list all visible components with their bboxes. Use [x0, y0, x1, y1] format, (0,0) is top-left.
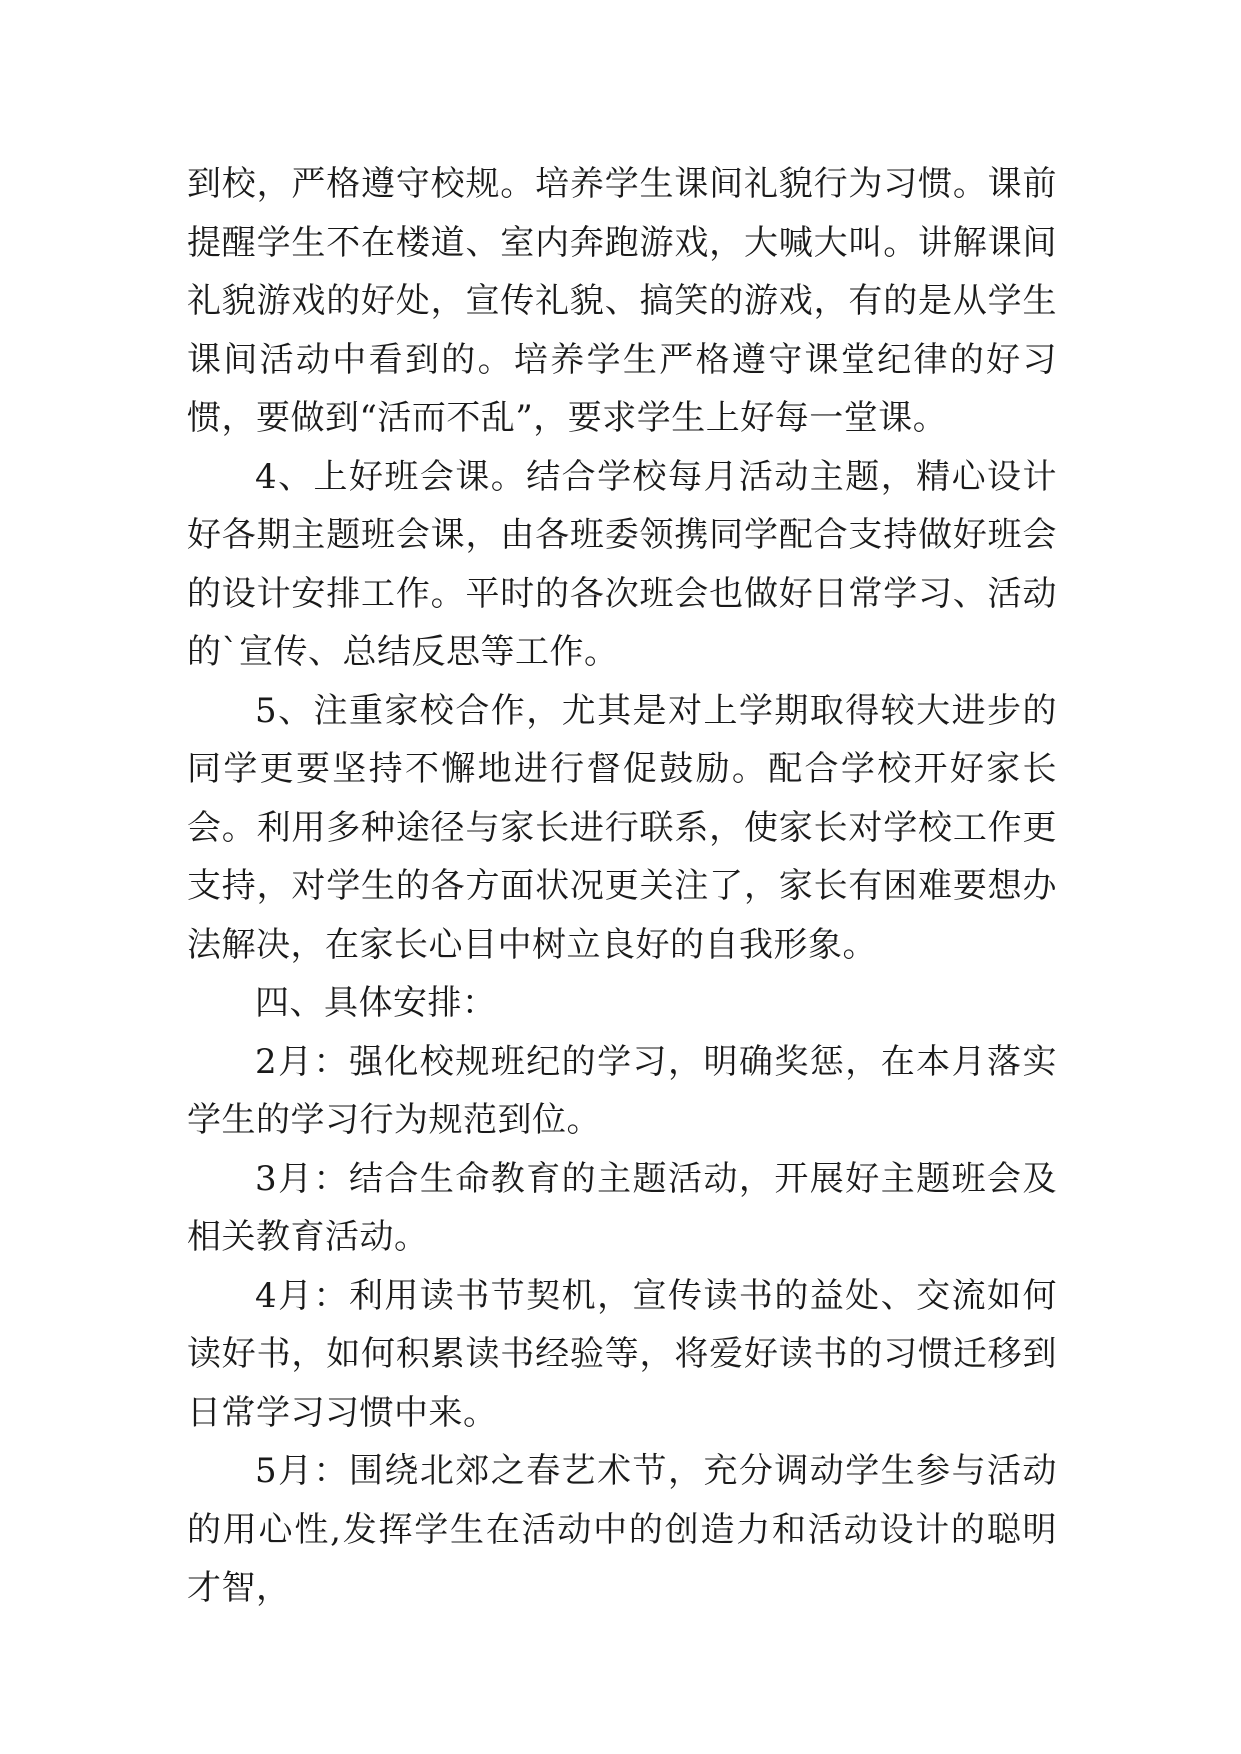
paragraph-school-rules: 到校，严格遵守校规。培养学生课间礼貌行为习惯。课前提醒学生不在楼道、室内奔跑游戏，大喊大叫。讲解课间礼貌游戏的好处，宣传礼貌、搞笑的游戏，有的是从学生课间活动中看到的。培养学生严格遵守课堂纪律的好习惯，要做到“活而不乱”，要求学生上好每一堂课。 — [187, 164, 1057, 438]
paragraph-april: 4月：利用读书节契机，宣传读书的益处、交流如何读好书，如何积累读书经验等，将爱好读书的习惯迁移到日常学习习惯中来。 — [187, 1275, 1057, 1433]
paragraph-march: 3月：结合生命教育的主题活动，开展好主题班会及相关教育活动。 — [187, 1158, 1057, 1257]
section-heading-schedule: 四、具体安排： — [255, 983, 497, 1023]
document-body — [187, 155, 1057, 1618]
paragraph-class-meeting: 4、上好班会课。结合学校每月活动主题，精心设计好各期主题班会课，由各班委领携同学配合支持做好班会的设计安排工作。平时的各次班会也做好日常学习、活动的`宣传、总结反思等工作。 — [187, 456, 1057, 672]
paragraph-may: 5月：围绕北郊之春艺术节，充分调动学生参与活动的用心性,发挥学生在活动中的创造力和活动设计的聪明才智， — [187, 1451, 1057, 1608]
paragraph-february: 2月：强化校规班纪的学习，明确奖惩，在本月落实学生的学习行为规范到位。 — [187, 1041, 1057, 1140]
paragraph-home-school: 5、注重家校合作，尤其是对上学期取得较大进步的同学更要坚持不懈地进行督促鼓励。配合学校开好家长会。利用多种途径与家长进行联系，使家长对学校工作更支持，对学生的各方面状况更关注了，家长有困难要想办法解决，在家长心目中树立良好的自我形象。 — [187, 690, 1057, 965]
